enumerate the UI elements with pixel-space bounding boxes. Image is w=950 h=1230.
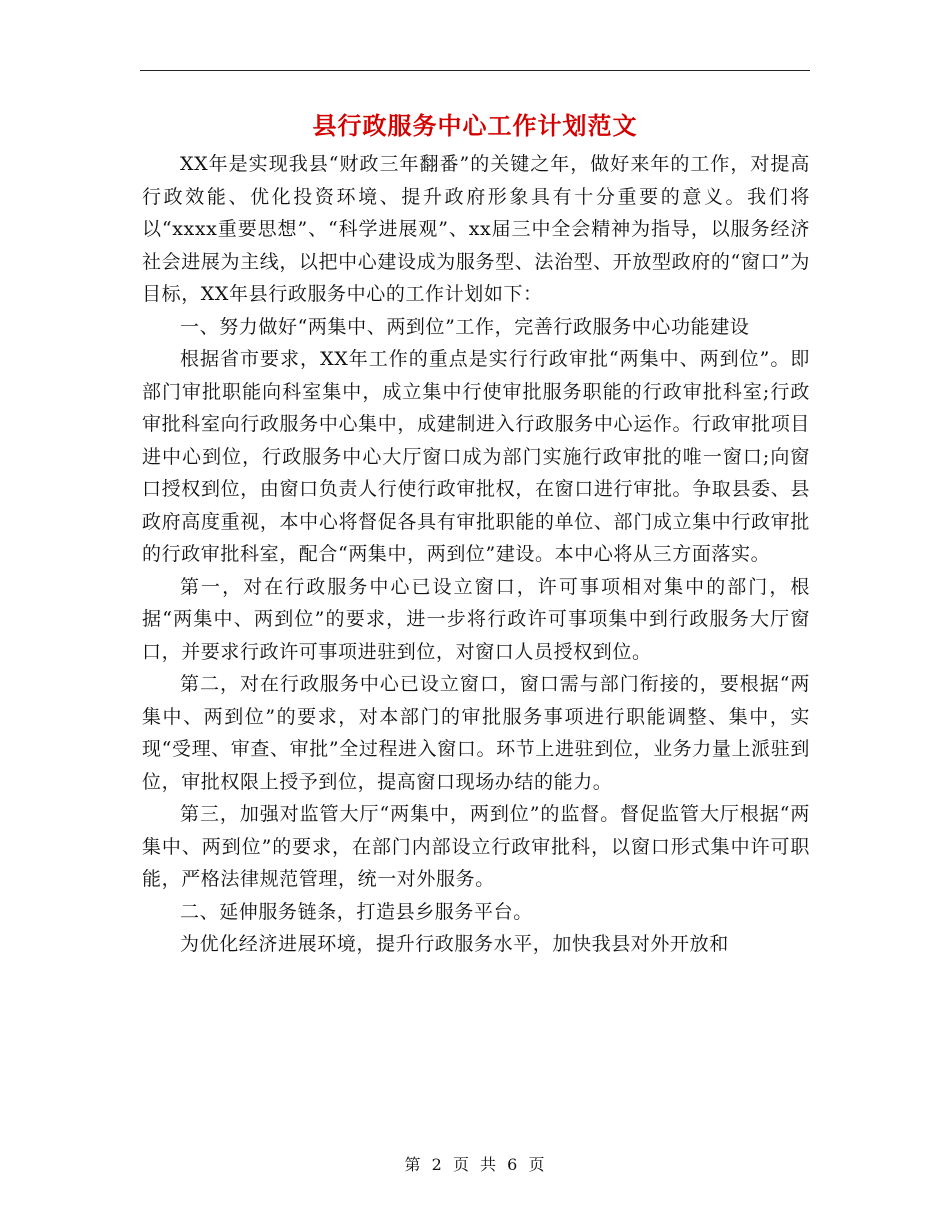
paragraph-third: 第三，加强对监管大厅“两集中，两到位”的监督。督促监管大厅根据“两集中、两到位”的要求，在部门内部设立行政审批科，以窗口形式集中许可职能，严格法律规范管理，统一对外服务。 [142, 803, 810, 890]
footer-total-pages: 6 [507, 1155, 519, 1174]
footer-page-word: 页 [452, 1155, 470, 1174]
document-title: 县行政服务中心工作计划范文 [312, 111, 638, 140]
header-rule [140, 70, 810, 71]
paragraph-first: 第一，对在行政服务中心已设立窗口，许可事项相对集中的部门，根据“两集中、两到位”的要求，进一步将行政许可事项集中到行政服务大厅窗口，并要求行政许可事项进驻到位，对窗口人员授权到位。 [142, 575, 810, 663]
heading-section-1: 一、努力做好“两集中、两到位”工作，完善行政服务中心功能建设 [180, 315, 750, 338]
footer-current-page: 2 [431, 1155, 443, 1174]
page-footer [0, 1152, 950, 1175]
heading-section-2: 二、延伸服务链条，打造县乡服务平台。 [180, 900, 533, 923]
paragraph-requirements: 根据省市要求，XX年工作的重点是实行行政审批“两集中、两到位”。即部门审批职能向科室集中，成立集中行使审批服务职能的行政审批科室;行政审批科室向行政服务中心集中，成建制进入行政服务中心运作。行政审批项目进中心到位，行政服务中心大厅窗口成为部门实施行政审批的唯一窗口;向窗口授权到位，由窗口负责人行使行政审批权，在窗口进行审批。争取县委、县政府高度重视，本中心将督促各具有审批职能的单位、部门成立集中行政审批的行政审批科室，配合“两集中，两到位”建设。本中心将从三方面落实。 [142, 348, 810, 565]
footer-prefix: 第 [404, 1155, 422, 1174]
document-body [142, 148, 810, 961]
paragraph-intro: XX年是实现我县“财政三年翻番”的关键之年，做好来年的工作，对提高行政效能、优化投资环境、提升政府形象具有十分重要的意义。我们将以“xxxx重要思想”、“科学进展观”、xx届三中全会精神为指导，以服务经济社会进展为主线，以把中心建设成为服务型、法治型、开放型政府的“窗口”为目标，XX年县行政服务中心的工作计划如下： [142, 153, 810, 305]
footer-suffix: 页 [528, 1155, 546, 1174]
footer-total-word: 共 [480, 1155, 498, 1174]
paragraph-second: 第二，对在行政服务中心已设立窗口，窗口需与部门衔接的，要根据“两集中、两到位”的要求，对本部门的审批服务事项进行职能调整、集中，实现“受理、审查、审批”全过程进入窗口。环节上进驻到位，业务力量上派驻到位，审批权限上授予到位，提高窗口现场办结的能力。 [142, 673, 810, 793]
paragraph-extend: 为优化经济进展环境，提升行政服务水平，加快我县对外开放和 [180, 933, 729, 955]
